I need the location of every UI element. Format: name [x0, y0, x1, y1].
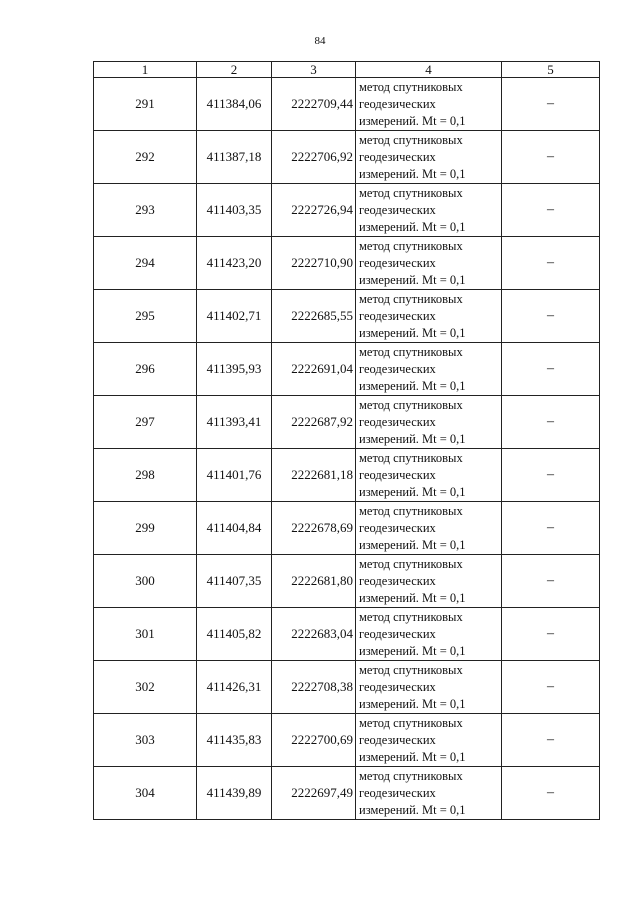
table-row [94, 714, 600, 767]
description-cell: – [502, 78, 600, 131]
method-cell [356, 502, 502, 555]
method-line: метод спутниковых [359, 344, 463, 359]
description-cell: – [502, 237, 600, 290]
column-header-1: 1 [94, 62, 197, 78]
method-line: метод спутниковых [359, 238, 463, 253]
x-coordinate-cell: 411401,76 [197, 449, 272, 502]
y-coordinate-cell: 2222678,69 [272, 502, 356, 555]
coordinates-table [93, 61, 600, 820]
method-line: измерений. Mt = 0,1 [359, 590, 466, 605]
table-row [94, 78, 600, 131]
method-line: измерений. Mt = 0,1 [359, 219, 466, 234]
table-body [94, 78, 600, 820]
table-row [94, 131, 600, 184]
y-coordinate-cell: 2222706,92 [272, 131, 356, 184]
x-coordinate-cell: 411404,84 [197, 502, 272, 555]
method-cell [356, 449, 502, 502]
x-coordinate-cell: 411426,31 [197, 661, 272, 714]
page-number: 84 [314, 35, 326, 47]
method-line: измерений. Mt = 0,1 [359, 113, 466, 128]
method-line: измерений. Mt = 0,1 [359, 484, 466, 499]
x-coordinate-cell: 411439,89 [197, 767, 272, 820]
point-number-cell: 299 [94, 502, 197, 555]
method-cell [356, 608, 502, 661]
table-header-row [94, 62, 600, 78]
column-header-5: 5 [502, 62, 600, 78]
description-cell: – [502, 290, 600, 343]
table-row [94, 396, 600, 449]
point-number-cell: 300 [94, 555, 197, 608]
y-coordinate-cell: 2222681,18 [272, 449, 356, 502]
column-header-4: 4 [356, 62, 502, 78]
method-line: измерений. Mt = 0,1 [359, 166, 466, 181]
method-line: метод спутниковых [359, 185, 463, 200]
y-coordinate-cell: 2222726,94 [272, 184, 356, 237]
description-cell: – [502, 767, 600, 820]
description-cell: – [502, 502, 600, 555]
column-header-3: 3 [272, 62, 356, 78]
point-number-cell: 303 [94, 714, 197, 767]
description-cell: – [502, 131, 600, 184]
method-cell [356, 555, 502, 608]
method-cell [356, 343, 502, 396]
method-line: метод спутниковых [359, 397, 463, 412]
table-row [94, 184, 600, 237]
y-coordinate-cell: 2222687,92 [272, 396, 356, 449]
table-row [94, 555, 600, 608]
point-number-cell: 294 [94, 237, 197, 290]
method-line: измерений. Mt = 0,1 [359, 643, 466, 658]
method-line: метод спутниковых [359, 662, 463, 677]
method-line: метод спутниковых [359, 556, 463, 571]
method-cell [356, 767, 502, 820]
table-row [94, 767, 600, 820]
method-line: геодезических [359, 573, 436, 588]
method-line: геодезических [359, 626, 436, 641]
table-row [94, 608, 600, 661]
y-coordinate-cell: 2222681,80 [272, 555, 356, 608]
method-line: геодезических [359, 361, 436, 376]
method-cell [356, 290, 502, 343]
y-coordinate-cell: 2222708,38 [272, 661, 356, 714]
point-number-cell: 293 [94, 184, 197, 237]
x-coordinate-cell: 411405,82 [197, 608, 272, 661]
method-cell [356, 131, 502, 184]
method-line: измерений. Mt = 0,1 [359, 537, 466, 552]
method-cell [356, 78, 502, 131]
method-line: метод спутниковых [359, 450, 463, 465]
method-line: измерений. Mt = 0,1 [359, 802, 466, 817]
method-cell [356, 184, 502, 237]
method-line: метод спутниковых [359, 609, 463, 624]
description-cell: – [502, 555, 600, 608]
x-coordinate-cell: 411407,35 [197, 555, 272, 608]
x-coordinate-cell: 411387,18 [197, 131, 272, 184]
method-line: геодезических [359, 785, 436, 800]
method-cell [356, 661, 502, 714]
table-row [94, 502, 600, 555]
x-coordinate-cell: 411384,06 [197, 78, 272, 131]
table-row [94, 343, 600, 396]
description-cell: – [502, 396, 600, 449]
method-line: измерений. Mt = 0,1 [359, 272, 466, 287]
description-cell: – [502, 661, 600, 714]
description-cell: – [502, 449, 600, 502]
point-number-cell: 296 [94, 343, 197, 396]
description-cell: – [502, 343, 600, 396]
y-coordinate-cell: 2222709,44 [272, 78, 356, 131]
method-cell [356, 396, 502, 449]
y-coordinate-cell: 2222700,69 [272, 714, 356, 767]
method-line: измерений. Mt = 0,1 [359, 325, 466, 340]
method-line: метод спутниковых [359, 768, 463, 783]
x-coordinate-cell: 411435,83 [197, 714, 272, 767]
y-coordinate-cell: 2222691,04 [272, 343, 356, 396]
point-number-cell: 301 [94, 608, 197, 661]
method-line: измерений. Mt = 0,1 [359, 749, 466, 764]
method-line: геодезических [359, 732, 436, 747]
method-line: геодезических [359, 202, 436, 217]
x-coordinate-cell: 411423,20 [197, 237, 272, 290]
method-line: геодезических [359, 96, 436, 111]
point-number-cell: 292 [94, 131, 197, 184]
x-coordinate-cell: 411393,41 [197, 396, 272, 449]
point-number-cell: 295 [94, 290, 197, 343]
description-cell: – [502, 714, 600, 767]
y-coordinate-cell: 2222683,04 [272, 608, 356, 661]
point-number-cell: 302 [94, 661, 197, 714]
x-coordinate-cell: 411402,71 [197, 290, 272, 343]
point-number-cell: 291 [94, 78, 197, 131]
method-line: метод спутниковых [359, 503, 463, 518]
y-coordinate-cell: 2222710,90 [272, 237, 356, 290]
method-line: геодезических [359, 414, 436, 429]
method-line: измерений. Mt = 0,1 [359, 431, 466, 446]
table-row [94, 290, 600, 343]
table-row [94, 449, 600, 502]
method-cell [356, 237, 502, 290]
point-number-cell: 304 [94, 767, 197, 820]
x-coordinate-cell: 411395,93 [197, 343, 272, 396]
method-line: геодезических [359, 255, 436, 270]
method-line: метод спутниковых [359, 291, 463, 306]
method-line: геодезических [359, 149, 436, 164]
method-line: метод спутниковых [359, 132, 463, 147]
table-row [94, 661, 600, 714]
point-number-cell: 298 [94, 449, 197, 502]
method-line: метод спутниковых [359, 715, 463, 730]
method-line: геодезических [359, 308, 436, 323]
y-coordinate-cell: 2222697,49 [272, 767, 356, 820]
column-header-2: 2 [197, 62, 272, 78]
method-line: измерений. Mt = 0,1 [359, 378, 466, 393]
table-row [94, 237, 600, 290]
point-number-cell: 297 [94, 396, 197, 449]
description-cell: – [502, 608, 600, 661]
method-cell [356, 714, 502, 767]
x-coordinate-cell: 411403,35 [197, 184, 272, 237]
method-line: метод спутниковых [359, 79, 463, 94]
method-line: геодезических [359, 467, 436, 482]
method-line: измерений. Mt = 0,1 [359, 696, 466, 711]
y-coordinate-cell: 2222685,55 [272, 290, 356, 343]
description-cell: – [502, 184, 600, 237]
method-line: геодезических [359, 520, 436, 535]
method-line: геодезических [359, 679, 436, 694]
